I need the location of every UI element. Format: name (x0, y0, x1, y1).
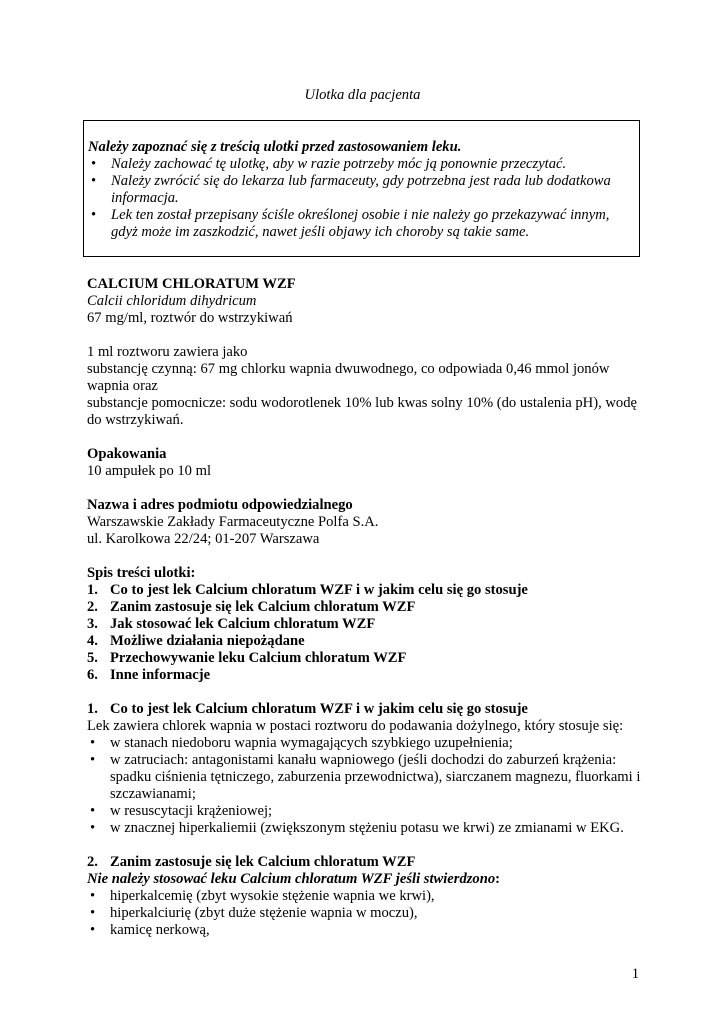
list-item: • w zatruciach: antagonistami kanału wapniowego (jeśli dochodzi do zaburzeń krążenia: spadku ciśnienia tętniczego, zaburzenia przewodnictwa), siarczanem magnezu, fluorkami i szczawianami; (90, 752, 641, 802)
product-form: 67 mg/ml, roztwór do wstrzykiwań (87, 310, 293, 326)
notice-box (83, 120, 640, 257)
section-2-heading: 2. Zanim zastosuje się lek Calcium chloratum WZF (87, 854, 416, 870)
holder-address: ul. Karolkowa 22/24; 01-207 Warszawa (87, 531, 320, 547)
list-item: • hiperkalcemię (zbyt wysokie stężenie wapnia we krwi), (90, 888, 435, 904)
document-title: Ulotka dla pacjenta (304, 87, 421, 103)
section-2-intro: Nie należy stosować leku Calcium chloratum WZF jeśli stwierdzono: (87, 871, 501, 887)
toc-item: 1. Co to jest lek Calcium chloratum WZF i w jakim celu się go stosuje (87, 582, 528, 598)
toc-item: 2. Zanim zastosuje się lek Calcium chloratum WZF (87, 599, 416, 615)
product-latin-name: Calcii chloridum dihydricum (87, 293, 257, 309)
list-item: • Należy zachować tę ulotkę, aby w razie potrzeby móc ją ponownie przeczytać. (91, 156, 567, 172)
bullet-icon: • (90, 905, 96, 921)
composition-excipients: substancje pomocnicze: sodu wodorotlenek 10% lub kwas solny 10% (do ustalenia pH), wodę do wstrzykiwań. (87, 395, 637, 428)
bullet-icon: • (90, 803, 96, 819)
composition-active: substancję czynną: 67 mg chlorku wapnia dwuwodnego, co odpowiada 0,46 mmol jonów wapnia oraz (87, 361, 610, 394)
list-item: • w znacznej hiperkaliemii (zwiększonym stężeniu potasu we krwi) ze zmianami w EKG. (90, 820, 624, 836)
notice-list (88, 156, 635, 241)
toc-item: 4. Możliwe działania niepożądane (87, 633, 305, 649)
toc-heading: Spis treści ulotki: (87, 565, 196, 581)
section-1-list (87, 735, 647, 837)
section-1-intro: Lek zawiera chlorek wapnia w postaci roztworu do podawania dożylnego, który stosuje się: (87, 718, 624, 734)
holder-name: Warszawskie Zakłady Farmaceutyczne Polfa S.A. (87, 514, 379, 530)
bullet-icon: • (91, 173, 97, 189)
toc-item: 5. Przechowywanie leku Calcium chloratum WZF (87, 650, 407, 666)
list-item: • hiperkalciurię (zbyt duże stężenie wapnia w moczu), (90, 905, 418, 921)
bullet-icon: • (90, 735, 96, 751)
section-1-heading: 1. Co to jest lek Calcium chloratum WZF i w jakim celu się go stosuje (87, 701, 528, 717)
packaging-text: 10 ampułek po 10 ml (87, 463, 212, 479)
list-item: • kamicę nerkową, (90, 922, 210, 938)
holder-heading: Nazwa i adres podmiotu odpowiedzialnego (87, 497, 353, 513)
list-item: • Lek ten został przepisany ściśle określonej osobie i nie należy go przekazywać innym, gdyż może im zaszkodzić, nawet jeśli objawy ich choroby są takie same. (91, 207, 610, 240)
bullet-icon: • (90, 752, 96, 768)
bullet-icon: • (90, 820, 96, 836)
bullet-icon: • (91, 156, 97, 172)
page-number: 1 (631, 966, 639, 982)
bullet-icon: • (91, 207, 97, 223)
toc-item: 6. Inne informacje (87, 667, 211, 683)
bullet-icon: • (90, 888, 96, 904)
list-item: • w resuscytacji krążeniowej; (90, 803, 273, 819)
bullet-icon: • (90, 922, 96, 938)
list-item: • Należy zwrócić się do lekarza lub farmaceuty, gdy potrzebna jest rada lub dodatkowa informacja. (91, 173, 611, 206)
toc-item: 3. Jak stosować lek Calcium chloratum WZF (87, 616, 376, 632)
product-name: CALCIUM CHLORATUM WZF (87, 276, 296, 292)
packaging-heading: Opakowania (87, 446, 167, 462)
composition-intro: 1 ml roztworu zawiera jako (87, 344, 248, 360)
list-item: • w stanach niedoboru wapnia wymagających szybkiego uzupełnienia; (90, 735, 513, 751)
section-2-list (87, 888, 647, 939)
main-content (87, 276, 647, 939)
notice-lead: Należy zapoznać się z treścią ulotki przed zastosowaniem leku. (88, 139, 462, 155)
